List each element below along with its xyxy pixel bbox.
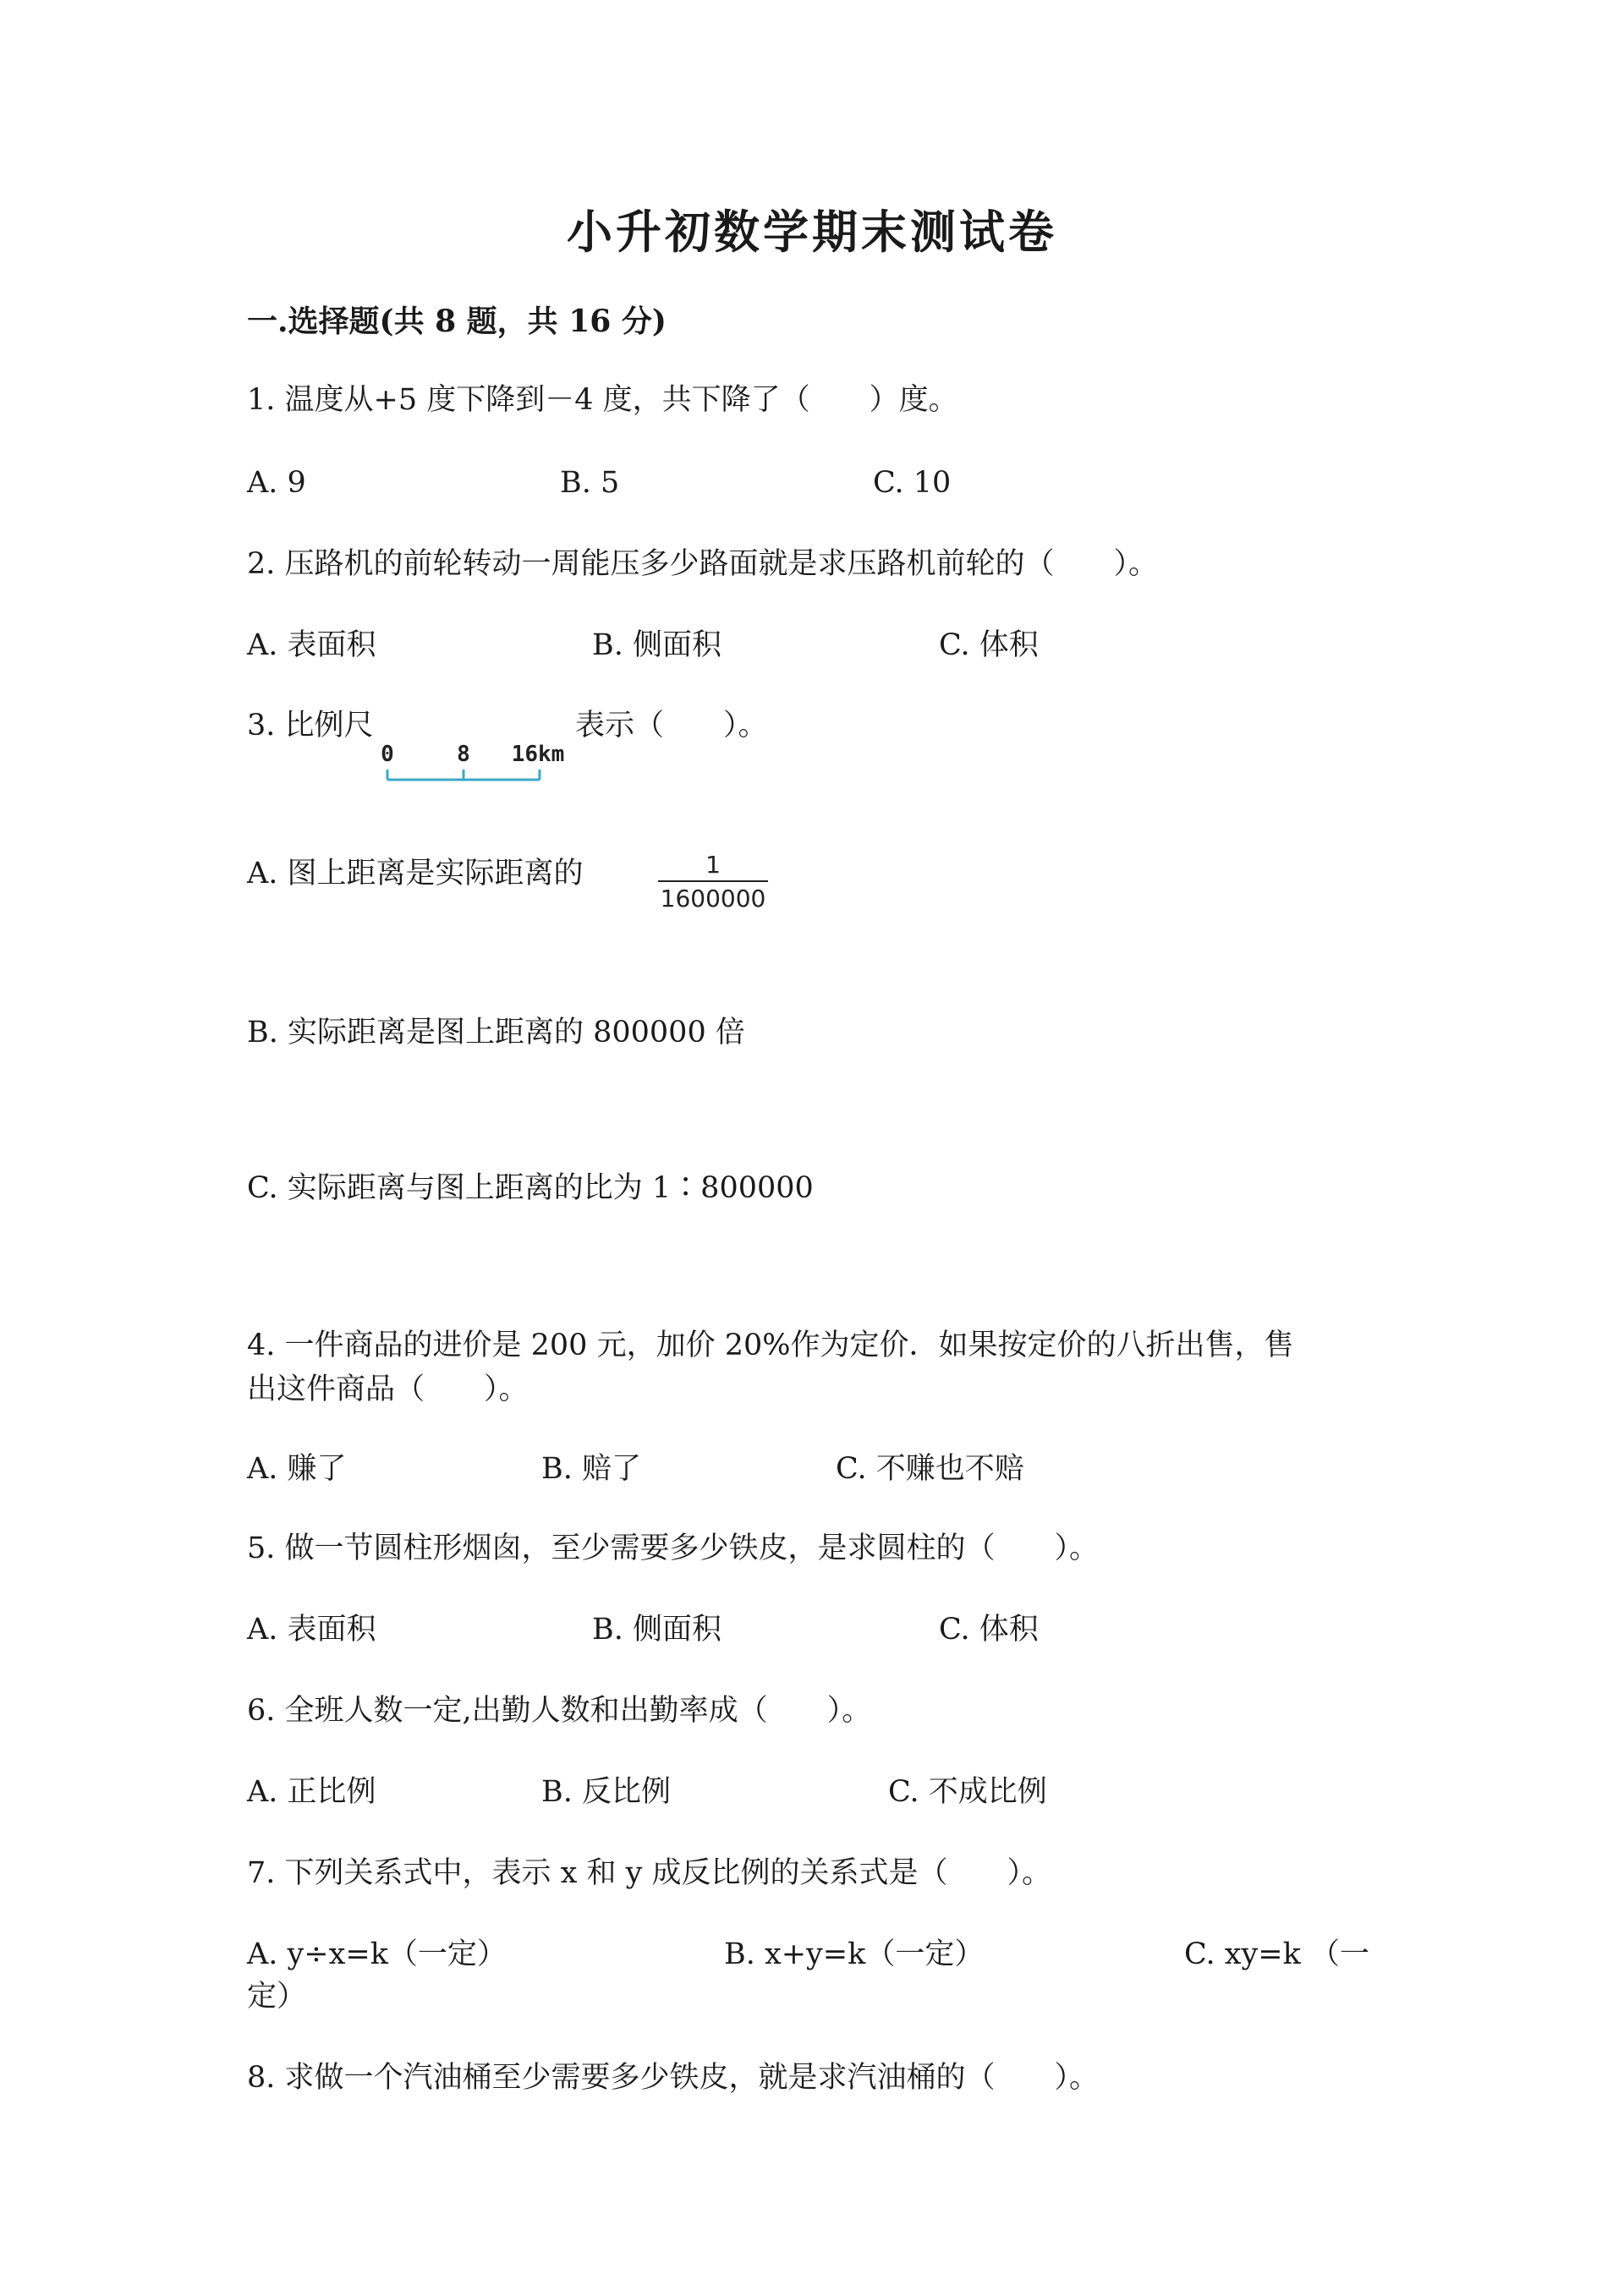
question-1-stem: 1. 温度从+5 度下降到－4 度，共下降了（ ）度。 [247, 383, 958, 417]
question-6-option-b: B. 反比例 [541, 1775, 671, 1809]
scale-label-0: 0 [381, 742, 394, 767]
question-1-option-b: B. 5 [560, 466, 620, 500]
question-2-option-b: B. 侧面积 [592, 628, 721, 662]
question-7-option-c-line-2: 定） [247, 1980, 307, 2014]
question-5-option-b: B. 侧面积 [592, 1613, 721, 1647]
question-3-option-c: C. 实际距离与图上距离的比为 1∶800000 [247, 1171, 814, 1205]
fraction-numerator: 1 [705, 851, 721, 879]
scale-label-16km: 16km [511, 742, 565, 767]
question-2-option-c: C. 体积 [939, 628, 1039, 662]
question-6-option-a: A. 正比例 [247, 1775, 376, 1809]
question-3-stem-before: 3. 比例尺 [247, 709, 374, 743]
question-3-option-a-text: A. 图上距离是实际距离的 [247, 857, 584, 890]
section-heading: 一.选择题(共 8 题，共 16 分) [247, 304, 667, 339]
page-title: 小升初数学期末测试卷 [567, 205, 1057, 259]
question-4-stem-line-1: 4. 一件商品的进价是 200 元，加价 20%作为定价．如果按定价的八折出售，售 [247, 1329, 1294, 1362]
question-4-option-b: B. 赔了 [541, 1452, 641, 1486]
question-4-option-a: A. 赚了 [247, 1452, 347, 1486]
question-4-stem-line-2: 出这件商品（ ）。 [247, 1373, 529, 1406]
question-3-stem-after: 表示（ ）。 [575, 709, 768, 743]
question-1-option-a: A. 9 [247, 466, 306, 500]
question-5-option-c: C. 体积 [939, 1613, 1039, 1647]
fraction-denominator: 1600000 [660, 885, 766, 912]
question-2-stem: 2. 压路机的前轮转动一周能压多少路面就是求压路机前轮的（ ）。 [247, 547, 1159, 581]
question-8-stem: 8. 求做一个汽油桶至少需要多少铁皮，就是求汽油桶的（ ）。 [247, 2061, 1100, 2095]
question-7-option-a: A. y÷x=k（一定） [247, 1937, 507, 1971]
scale-label-8: 8 [457, 742, 470, 767]
question-6-stem: 6. 全班人数一定,出勤人数和出勤率成（ ）。 [247, 1694, 872, 1728]
question-7-stem: 7. 下列关系式中，表示 x 和 y 成反比例的关系式是（ ）。 [247, 1856, 1052, 1890]
question-6-option-c: C. 不成比例 [888, 1775, 1047, 1809]
question-7-option-c-line-1: C. xy=k （一 [1184, 1937, 1369, 1971]
fraction-one-over-1600000 [658, 846, 776, 913]
question-5-stem: 5. 做一节圆柱形烟囱，至少需要多少铁皮，是求圆柱的（ ）。 [247, 1532, 1100, 1565]
question-5-option-a: A. 表面积 [247, 1613, 376, 1647]
question-4-option-c: C. 不赚也不赔 [836, 1452, 1024, 1486]
question-2-option-a: A. 表面积 [247, 628, 376, 662]
scale-bar-figure [379, 737, 582, 788]
question-1-option-c: C. 10 [873, 466, 952, 500]
question-7-option-b: B. x+y=k（一定） [724, 1937, 985, 1971]
question-3-option-b: B. 实际距离是图上距离的 800000 倍 [247, 1016, 745, 1049]
